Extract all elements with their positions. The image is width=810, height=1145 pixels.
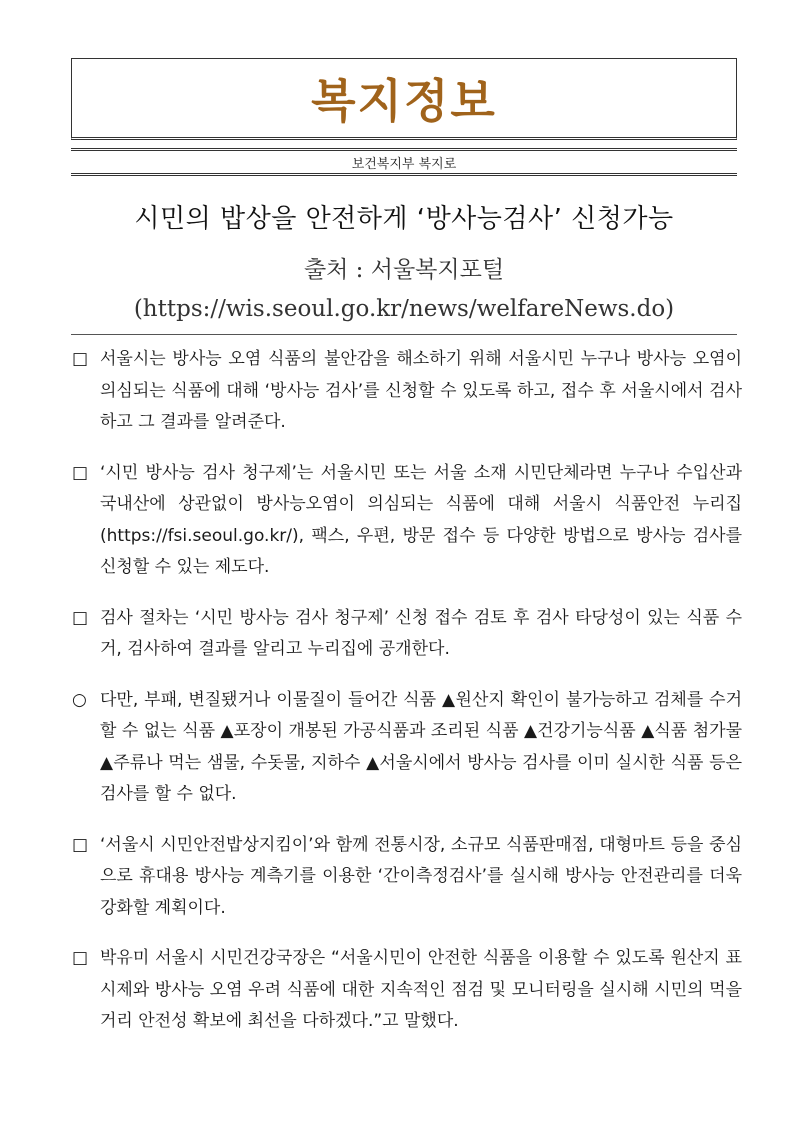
- article-header: [71, 184, 737, 335]
- source-bar-text: 보건복지부 복지로: [351, 156, 457, 172]
- paragraph-text: 다만, 부패, 변질됐거나 이물질이 들어간 식품 ▲원산지 확인이 불가능하고 검체를 수거할 수 없는 식품 ▲포장이 개봉된 가공식품과 조리된 식품 ▲건강기능식품 ▲식품 첨가물 ▲주류나 먹는 샘물, 수돗물, 지하수 ▲서울시에서 방사능 검사를 이미 실시한 식품 등은 검사를 할 수 없다.: [100, 689, 742, 804]
- circle-bullet-icon: ○: [72, 689, 87, 710]
- banner-title: 복지정보: [311, 74, 497, 128]
- banner: [71, 58, 737, 140]
- source-bar: [71, 148, 737, 176]
- paragraph: [70, 458, 742, 584]
- paragraph: [70, 603, 742, 666]
- paragraph: [70, 685, 742, 811]
- paragraph-text: ‘시민 방사능 검사 청구제’는 서울시민 또는 서울 소재 시민단체라면 누구나 수입산과 국내산에 상관없이 방사능오염이 의심되는 식품에 대해 서울시 식품안전 누리집(https://fsi.seoul.go.kr/), 팩스, 우편, 방문 접수 등 다양한 방법으로 방사능 검사를 신청할 수 있는 제도다.: [100, 462, 742, 577]
- paragraph-text: 서울시는 방사능 오염 식품의 불안감을 해소하기 위해 서울시민 누구나 방사능 오염이 의심되는 식품에 대해 ‘방사능 검사’를 신청할 수 있도록 하고, 접수 후 서울시에서 검사하고 그 결과를 알려준다.: [100, 349, 742, 432]
- paragraph: [70, 943, 742, 1038]
- article-source-label: 출처 : 서울복지포털: [303, 257, 505, 283]
- square-bullet-icon: □: [72, 948, 89, 968]
- article-body: [70, 344, 742, 1057]
- square-bullet-icon: □: [72, 834, 89, 855]
- square-bullet-icon: □: [72, 607, 89, 628]
- article-source-url: (https://wis.seoul.go.kr/news/welfareNews.do): [133, 296, 675, 322]
- square-bullet-icon: □: [72, 349, 89, 369]
- paragraph-text: 검사 절차는 ‘시민 방사능 검사 청구제’ 신청 접수 검토 후 검사 타당성이 있는 식품 수거, 검사하여 결과를 알리고 누리집에 공개한다.: [100, 607, 742, 659]
- paragraph: [70, 344, 742, 439]
- paragraph-text: 박유미 서울시 시민건강국장은 “서울시민이 안전한 식품을 이용할 수 있도록 원산지 표시제와 방사능 오염 우려 식품에 대한 지속적인 점검 및 모니터링을 실시해 시민의 먹을거리 안전성 확보에 최선을 다하겠다.”고 말했다.: [100, 948, 742, 1031]
- paragraph-text: ‘서울시 시민안전밥상지킴이’와 함께 전통시장, 소규모 식품판매점, 대형마트 등을 중심으로 휴대용 방사능 계측기를 이용한 ‘간이측정검사’를 실시해 방사능 안전관리를 더욱 강화할 계획이다.: [100, 834, 742, 918]
- square-bullet-icon: □: [72, 462, 89, 483]
- paragraph: [70, 830, 742, 925]
- article-headline: 시민의 밥상을 안전하게 ‘방사능검사’ 신청가능: [134, 204, 674, 234]
